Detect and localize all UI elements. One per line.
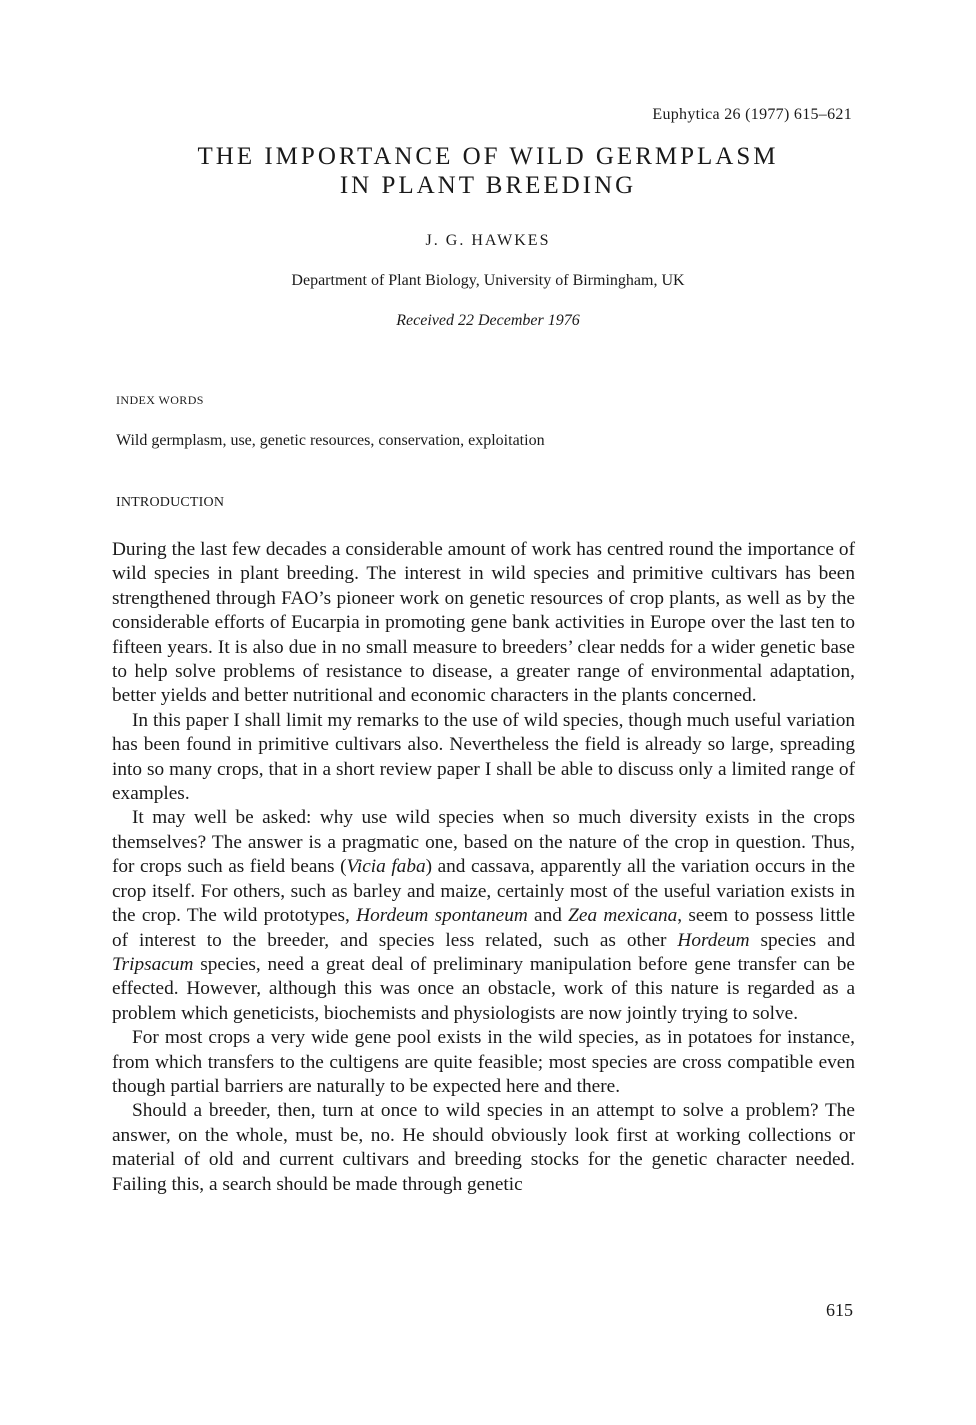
paragraph-3 <box>112 806 855 1026</box>
paragraph-1: During the last few decades a considerable amount of work has centred round the importance of wild species in plant breeding. The interest in wild species and primitive cultivars has been strengthened through FAO’s pioneer work on genetic resources of crop plants, as well as by the considerable efforts of Eucarpia in promoting gene bank activities in Europe over the last ten to fifteen years. It is also due in no small measure to breeders’ clear nedds for a wider genetic base to help solve problems of resistance to disease, a greater range of environmental adaptation, better yields and better nutritional and economic characters in the plants concerned. <box>112 539 855 707</box>
paragraph-5: Should a breeder, then, turn at once to wild species in an attempt to solve a problem? The answer, on the whole, must be, no. He should obviously look first at working collections or material of old and current cultivars and breeding stocks for the genetic character needed. Failing this, a search should be made through genetic <box>112 1100 855 1195</box>
title-line-1: THE IMPORTANCE OF WILD GERMPLASM <box>197 143 779 170</box>
title-line-2: IN PLANT BREEDING <box>339 172 637 199</box>
paragraph-3-text-e: species and <box>749 929 855 951</box>
affiliation: Department of Plant Biology, University of Birmingham, UK <box>291 272 685 289</box>
paragraph-3-text-f: species, need a great deal of preliminary manipulation before gene transfer can be effected. However, although this was once an obstacle, work of this nature is regarded as a problem which geneticists, biochemists and physiologists are now jointly trying to solve. <box>112 953 855 1024</box>
section-heading-introduction: INTRODUCTION <box>116 495 225 510</box>
genus-hordeum: Hordeum <box>677 929 750 951</box>
author: J. G. HAWKES <box>425 232 551 249</box>
genus-tripsacum: Tripsacum <box>112 953 194 975</box>
species-hordeum-spontaneum: Hordeum spontaneum <box>356 905 528 927</box>
paper-title <box>0 142 976 200</box>
paragraph-3-text-d: , seem to possess little of interest to the breeder, and species less related, such as other <box>112 905 856 951</box>
paragraph-3-text-b: ) and cassava, apparently all the variation occurs in the crop itself. For others, such as barley and maize, certainly most of the useful variation exists in the crop. The wild prototypes, <box>112 856 855 927</box>
paragraph-4: For most crops a very wide gene pool exists in the wild species, as in potatoes for instance, from which transfers to the cultigens are quite feasible; most species are cross compatible even though partial barriers are naturally to be expected here and there. <box>112 1027 855 1097</box>
journal-reference: Euphytica 26 (1977) 615–621 <box>652 106 852 123</box>
paragraph-2: In this paper I shall limit my remarks to the use of wild species, though much useful variation has been found in primitive cultivars also. Nevertheless the field is already so large, spreading into so many crops, that in a short review paper I shall be able to discuss only a limited range of examples. <box>112 709 855 805</box>
paragraph-3-text-a: It may well be asked: why use wild species when so much diversity exists in the crops themselves? The answer is a pragmatic one, based on the nature of the crop in question. Thus, for crops such as field beans ( <box>112 807 855 878</box>
species-zea-mexicana: Zea mexicana <box>568 905 678 927</box>
body-text <box>112 538 855 1197</box>
species-vicia-faba: Vicia faba <box>346 856 426 878</box>
received-date: Received 22 December 1976 <box>396 312 580 329</box>
paragraph-3-text-c: and <box>527 905 569 927</box>
index-words: Wild germplasm, use, genetic resources, conservation, exploitation <box>116 432 545 449</box>
index-words-label: INDEX WORDS <box>116 393 204 407</box>
page-number: 615 <box>826 1300 853 1320</box>
